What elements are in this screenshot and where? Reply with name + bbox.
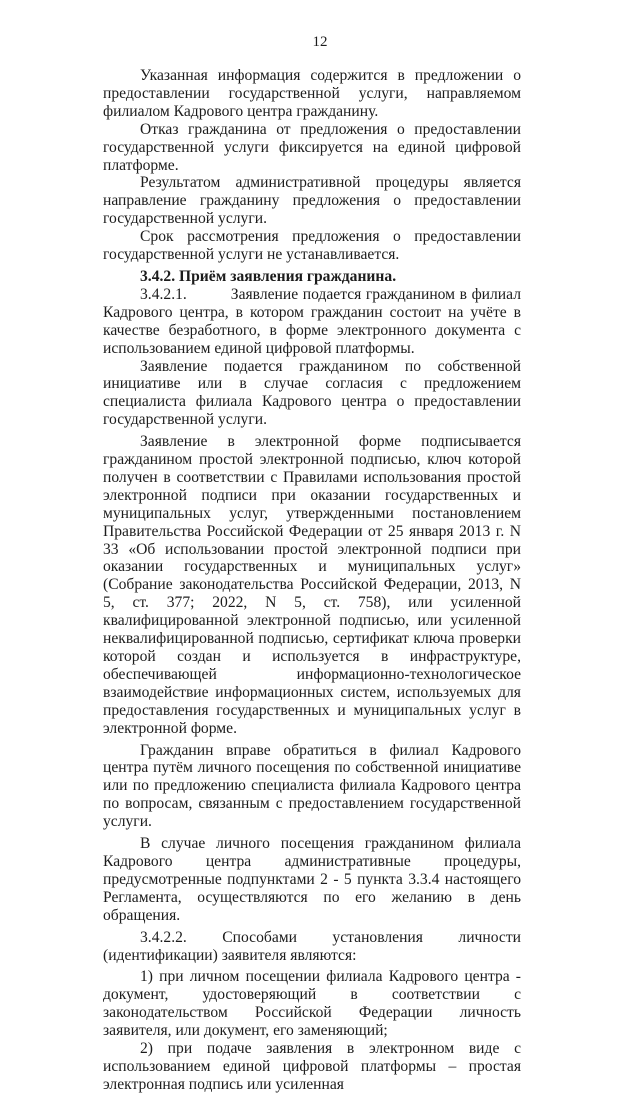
paragraph: Заявление в электронной форме подписывается гражданином простой электронной подписью, ключ которой получен в соответствии с Правилами использования простой электронной подписи при оказании государственных и муниципальных услуг, утвержденными постановлением Правительства Российской Федерации от 25 января 2013 г. N 33 «Об использовании простой электронной подписи при оказании государственных и муниципальных услуг» (Собрание законодательства Российской Федерации, 2013, N 5, ст. 377; 2022, N 5, ст. 758), или усиленной квалифицированной электронной подписью, или усиленной неквалифицированной подписью, сертификат ключа проверки которой создан и используется в инфраструктуре, обеспечивающей информационно-технологическое взаимодействие информационных систем, используемых для предоставления государственных и муниципальных услуг в электронной форме.	[103, 433, 521, 737]
paragraph: Результатом административной процедуры является направление гражданину предложения о предоставлении государственной услуги.	[103, 174, 521, 228]
paragraph: В случае личного посещения гражданином филиала Кадрового центра административные процедуры, предусмотренные подпунктами 2 - 5 пункта 3.3.4 настоящего Регламента, осуществляются по его желанию в день обращения.	[103, 835, 521, 924]
document-body	[103, 67, 521, 1094]
clause-3-4-2-1	[103, 286, 521, 358]
clause-number: 3.4.2.1.	[140, 285, 187, 303]
clause-text: Заявление подается гражданином в филиал Кадрового центра, в котором гражданин состоит на учёте в качестве безработного, в форме электронного документа с использованием единой цифровой платформы.	[103, 285, 521, 357]
list-item: 2) при подаче заявления в электронном виде с использованием единой цифровой платформы – простая электронная подпись или усиленная	[103, 1040, 521, 1093]
paragraph: Гражданин вправе обратиться в филиал Кадрового центра путём личного посещения по собственной инициативе или по предложению специалиста филиала Кадрового центра по вопросам, связанным с предоставлением государственной услуги.	[103, 741, 521, 831]
paragraph: Отказ гражданина от предложения о предоставлении государственной услуги фиксируется на единой цифровой платформе.	[103, 120, 521, 174]
paragraph: 3.4.2.2. Способами установления личности (идентификации) заявителя являются:	[103, 928, 521, 964]
paragraph: Указанная информация содержится в предложении о предоставлении государственной услуги, направляемом филиалом Кадрового центра гражданину.	[103, 67, 521, 120]
section-heading: 3.4.2. Приём заявления гражданина.	[140, 267, 397, 285]
paragraph: Заявление подается гражданином по собственной инициативе или в случае согласия с предложением специалиста филиала Кадрового центра о предоставлении государственной услуги.	[103, 357, 521, 429]
page-number: 12	[312, 34, 328, 50]
list-item: 1) при личном посещении филиала Кадрового центра - документ, удостоверяющий в соответствии с законодательством Российской Федерации личность заявителя, или документ, его заменяющий;	[103, 968, 521, 1040]
paragraph: Срок рассмотрения предложения о предоставлении государственной услуги не устанавливается.	[103, 228, 521, 264]
